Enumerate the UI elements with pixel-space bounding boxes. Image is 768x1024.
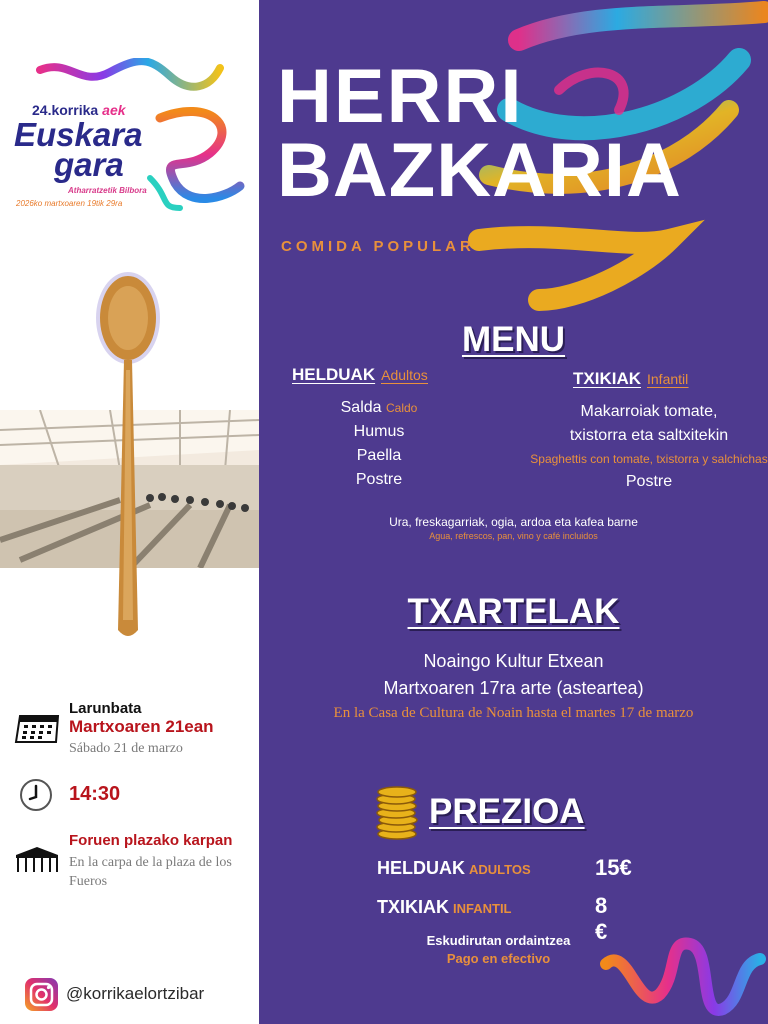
event-time: 14:30	[69, 783, 121, 805]
right-panel	[259, 0, 768, 1024]
event-day: Larunbata	[69, 700, 142, 717]
event-date: Martxoaren 21ean	[69, 717, 214, 736]
instagram-handle[interactable]: @korrikaelortzibar	[66, 984, 205, 1003]
ribbon-swirl-bottom-decoration	[598, 934, 768, 1024]
kids-menu-list	[529, 400, 768, 494]
price-value: 15€	[595, 855, 632, 880]
left-column	[0, 0, 259, 1024]
coins-icon	[375, 782, 419, 840]
included-note: Ura, freskagarriak, ogia, ardoa eta kafea barne Agua, refrescos, pan, vino y café incluidos	[389, 515, 638, 541]
list-item: Makarroiak tomate,	[580, 403, 718, 420]
kids-menu-heading: TXIKIAK Infantil	[573, 369, 689, 388]
price-heading: PREZIOA	[429, 792, 585, 831]
list-item: Humus	[353, 423, 405, 440]
adults-menu-heading: HELDUAK Adultos	[292, 365, 428, 384]
payment-note: Eskudirutan ordaintzea Pago en efectivo	[426, 933, 571, 966]
adults-menu-list	[299, 396, 459, 492]
instagram-icon[interactable]	[25, 978, 58, 1011]
tent-icon	[14, 845, 60, 873]
list-item: Postre	[625, 473, 673, 490]
price-label: TXIKIAK INFANTIL	[377, 897, 512, 917]
clock-icon	[19, 778, 53, 812]
event-place-es: En la carpa de la plaza de los Fueros	[69, 855, 232, 889]
wooden-spoon-image	[88, 270, 168, 642]
logo-name: Euskara gara	[14, 116, 143, 183]
korrika-logo	[10, 58, 250, 218]
event-place: Foruen plazako karpan	[69, 832, 233, 849]
list-item: Postre	[355, 471, 403, 488]
logo-edition: 24.korrika aek	[32, 102, 126, 118]
list-item-es: Spaghettis con tomate, txistorra y salchichas	[530, 452, 768, 466]
list-item: Salda Caldo	[340, 399, 418, 416]
tickets-heading: TXARTELAK	[407, 592, 620, 631]
logo-dates: 2026ko martxoaren 19tik 29ra	[16, 199, 123, 208]
event-date-es: Sábado 21 de marzo	[69, 741, 183, 756]
calendar-icon	[14, 710, 62, 746]
menu-heading: MENU	[461, 320, 566, 359]
list-item: Paella	[356, 447, 402, 464]
page-subtitle: COMIDA POPULAR	[281, 238, 475, 255]
list-item: txistorra eta saltxitekin	[569, 427, 729, 444]
tickets-info: Noaingo Kultur Etxean Martxoaren 17ra arte (asteartea) En la Casa de Cultura de Noain hasta el martes 17 de marzo	[333, 651, 694, 721]
page-title: HERRI BAZKARIA	[277, 54, 682, 213]
logo-route: Atharratzetik Bilbora	[68, 186, 147, 195]
price-label: HELDUAK ADULTOS	[377, 858, 531, 878]
price-value: 8 €	[595, 893, 608, 944]
